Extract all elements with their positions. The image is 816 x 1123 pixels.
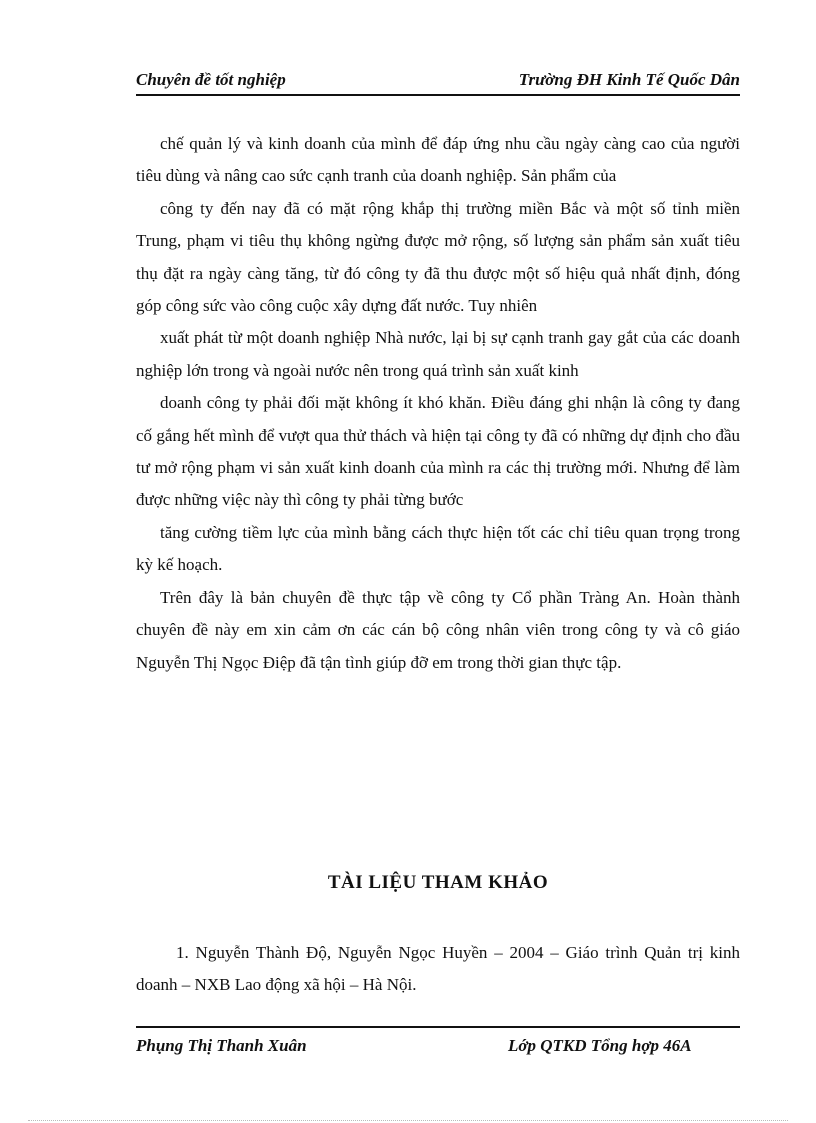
footer-author: Phụng Thị Thanh Xuân [136, 1036, 307, 1055]
references-list [136, 937, 740, 1001]
body-paragraph: tăng cường tiềm lực của mình bằng cách thực hiện tốt các chỉ tiêu quan trọng trong kỳ kế hoạch. [136, 522, 740, 575]
reference-item: 1. Nguyễn Thành Độ, Nguyễn Ngọc Huyền – 2004 – Giáo trình Quản trị kinh doanh – NXB Lao động xã hội – Hà Nội. [136, 943, 740, 994]
body-paragraph: doanh công ty phải đối mặt không ít khó khăn. Điều đáng ghi nhận là công ty đang cố gắng hết mình để vượt qua thử thách và hiện tại công ty đã có những dự định cho đầu tư mở rộng phạm vi sản xuất kinh doanh của mình ra các thị trường mới. Nhưng để làm được những việc này thì công ty phải từng bước [136, 393, 740, 510]
page-header [136, 70, 740, 96]
header-document-type: Chuyên đề tốt nghiệp [136, 70, 286, 89]
body-paragraph: Trên đây là bản chuyên đề thực tập về công ty Cổ phần Tràng An. Hoàn thành chuyên đề này em xin cảm ơn các cán bộ công nhân viên trong công ty và cô giáo Nguyễn Thị Ngọc Điệp đã tận tình giúp đỡ em trong thời gian thực tập. [136, 587, 740, 672]
body-paragraph: xuất phát từ một doanh nghiệp Nhà nước, lại bị sự cạnh tranh gay gắt của các doanh nghiệp lớn trong và ngoài nước nên trong quá trình sản xuất kinh [136, 328, 740, 380]
body-paragraph: chế quản lý và kinh doanh của mình để đáp ứng nhu cầu ngày càng cao của người tiêu dùng và nâng cao sức cạnh tranh của doanh nghiệp. Sản phẩm của [136, 134, 740, 186]
footer-class: Lớp QTKD Tổng hợp 46A [508, 1036, 692, 1055]
page-edge-divider [28, 1120, 788, 1121]
header-university: Trường ĐH Kinh Tế Quốc Dân [518, 70, 740, 89]
references-title: TÀI LIỆU THAM KHẢO [327, 872, 549, 893]
body-text [136, 128, 740, 679]
body-paragraph: công ty đến nay đã có mặt rộng khắp thị trường miền Bắc và một số tỉnh miền Trung, phạm vi tiêu thụ không ngừng được mở rộng, số lượng sản phẩm sản xuất tiêu thụ đặt ra ngày càng tăng, từ đó công ty đã thu được một số hiệu quả nhất định, đóng góp công sức vào công cuộc xây dựng đất nước. Tuy nhiên [136, 198, 740, 316]
page-footer [136, 1026, 740, 1055]
